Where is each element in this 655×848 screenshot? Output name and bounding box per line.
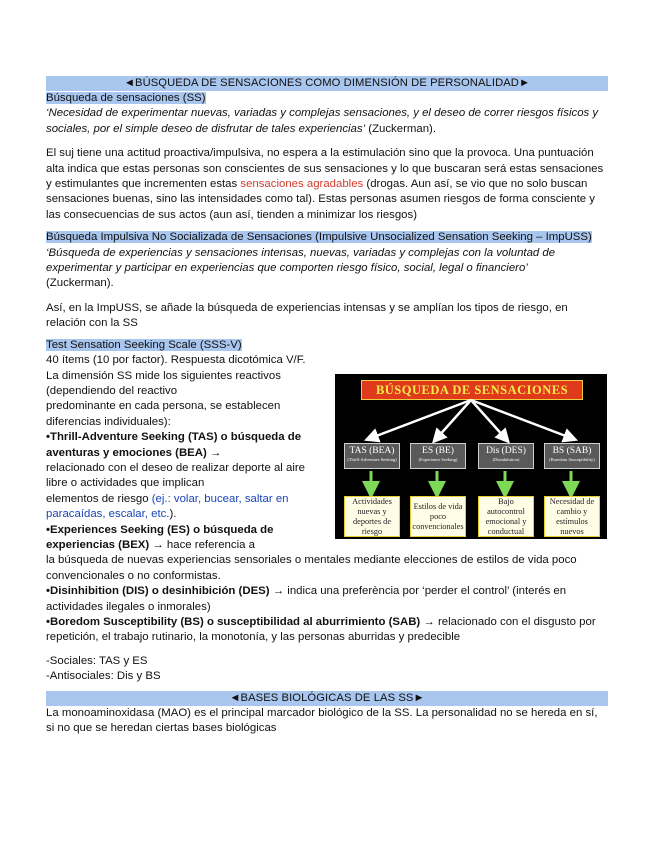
sensation-seeking-diagram bbox=[335, 374, 607, 539]
tas-item: •Thrill-Adventure Seeking (TAS) o búsqueda de aventuras y emociones (BEA) → bbox=[46, 431, 302, 459]
ss-explanation: El suj tiene una actitud proactiva/impulsiva, no espera a la estimulación sino que la provoca. Una puntuación alta indica que estas personas son conscientes de sus sensaciones y lo que buscaran será estas sensaciones y estimulantes que incrementen estas sensaciones agradables (drogas. Aun así, se vio que no solo buscan sensaciones buenas, sino las intensidades como tal). Estas personas asumen riesgos de forma consciente y las consecuencias de sus actos (aun así, tienden a minimizar los riesgos) bbox=[46, 147, 604, 221]
impuss-heading: Búsqueda Impulsiva No Socializada de Sensaciones (Impulsive Unsocialized Sensation Seeking – ImpUSS) bbox=[46, 231, 592, 244]
arrow-title-to-tas bbox=[371, 400, 471, 438]
test-line-4: predominante en cada persona, se establecen bbox=[46, 400, 281, 413]
diagram-title: BÚSQUEDA DE SENSACIONES bbox=[361, 380, 583, 400]
ss-heading: Búsqueda de sensaciones (SS) bbox=[46, 92, 206, 104]
test-line-5: diferencias individuales): bbox=[46, 415, 171, 428]
factor-box-es: ES (BE) (Experience Seeking) bbox=[410, 443, 466, 469]
impuss-definition: ‘Búsqueda de experiencias y sensaciones intensas, nuevas, variadas y complejas con la voluntad de experimentar y participar en experiencias que comporten riesgo físico, social, legal o financiero’ (Zuckerman). bbox=[46, 246, 556, 290]
result-box-dis: Bajo autocontrol emocional y conductual bbox=[478, 496, 534, 537]
dis-item: •Disinhibition (DIS) o desinhibición (DES) → indica una preferència por ‘perder el control’ (interés en actividades ilegales o inmorales) bbox=[46, 585, 567, 613]
section-banner-busqueda: ◄BÚSQUEDA DE SENSACIONES COMO DIMENSIÓN DE PERSONALIDAD► bbox=[46, 76, 608, 91]
factor-box-tas: TAS (BEA) (Thrill-Adventure Seeking) bbox=[344, 443, 400, 469]
section-banner-bases-biologicas: ◄BASES BIOLÓGICAS DE LAS SS► bbox=[46, 691, 608, 706]
test-line-2: La dimensión SS mide los siguientes reactivos bbox=[46, 369, 281, 382]
antisocial-factors: -Antisociales: Dis y BS bbox=[46, 670, 161, 683]
test-line-3: (dependiendo del reactivo bbox=[46, 384, 178, 397]
tas-description: relacionado con el deseo de realizar deporte al aire libre o actividades que implican elementos de riesgo (ej.: volar, bucear, saltar en paracaídas, escalar, etc.). bbox=[46, 461, 305, 521]
bs-item: •Boredom Susceptibility (BS) o susceptibilidad al aburrimiento (SAB) → relacionado con el disgusto por repetición, el trabajo rutinario, la monotonía, y las personas aburridas y predecible bbox=[46, 616, 596, 644]
result-box-tas: Actividades nuevas y deportes de riesgo bbox=[344, 496, 400, 537]
biological-bases-text: La monoaminoxidasa (MAO) es el principal marcador biológico de la SS. La personalidad no se hereda en sí, si no que se heredan ciertas bases biológicas bbox=[46, 706, 598, 735]
test-line-1: 40 ítems (10 por factor). Respuesta dicotómica V/F. bbox=[46, 354, 306, 367]
social-factors: -Sociales: TAS y ES bbox=[46, 654, 148, 667]
document-page bbox=[46, 76, 608, 736]
ss-definition: ‘Necesidad de experimentar nuevas, variadas y complejas sensaciones, y el deseo de correr riesgos físicos y sociales, por el simple deseo de disfrutar de tales experiencias’ (Zuckerman). bbox=[46, 107, 599, 135]
arrow-title-to-bs bbox=[471, 400, 571, 438]
test-heading: Test Sensation Seeking Scale (SSS-V) bbox=[46, 338, 242, 351]
result-box-bs: Necesidad de cambio y estímulos nuevos bbox=[544, 496, 600, 537]
result-box-es: Estilos de vida poco convencionales bbox=[410, 496, 466, 537]
es-item: •Experiences Seeking (ES) o búsqueda de experiencias (BEX) → hace referencia a la búsqueda de nuevas experiencias sensoriales o mentales mediante elecciones de estilos de vida poco convencionales o no conformistas. bbox=[46, 523, 577, 582]
factor-box-bs: BS (SAB) (Boredom Susceptibility) bbox=[544, 443, 600, 469]
factor-box-dis: Dis (DES) (Disinhibition) bbox=[478, 443, 534, 469]
impuss-explanation: Así, en la ImpUSS, se añade la búsqueda de experiencias intensas y se amplían los tipos de riesgo, en relación con la SS bbox=[46, 301, 568, 330]
